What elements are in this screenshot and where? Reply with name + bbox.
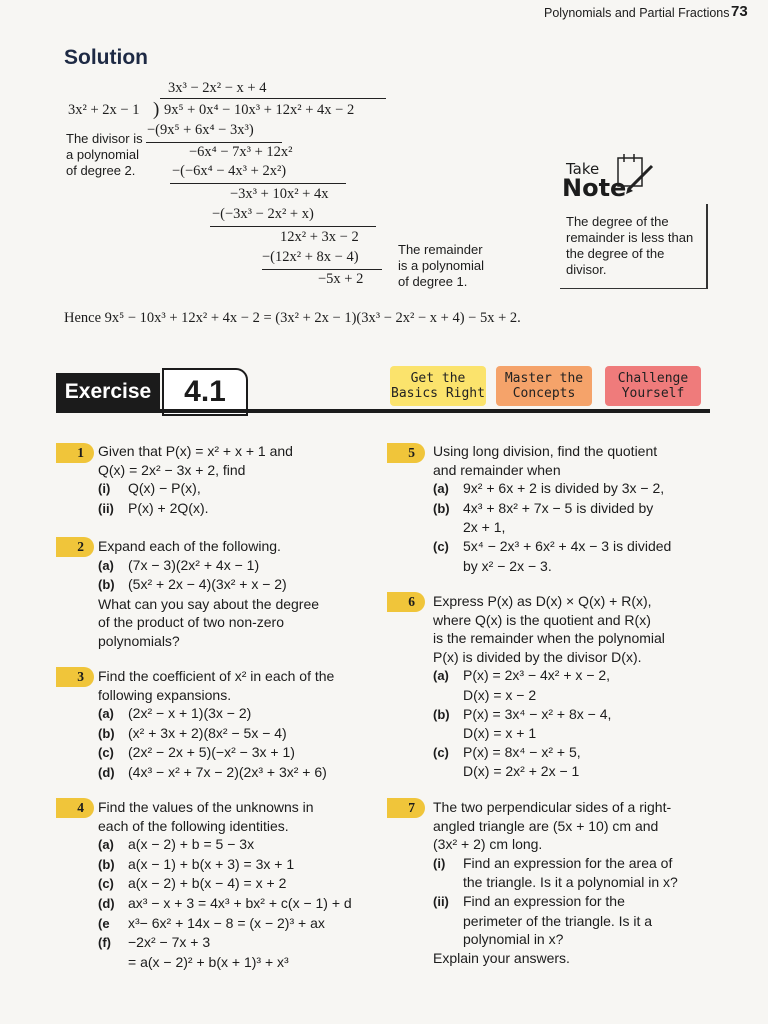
step-rule xyxy=(170,183,346,184)
part-text: P(x) = 8x⁴ − x² + 5, xyxy=(463,743,581,760)
question-text-line: following expansions. xyxy=(98,686,232,703)
question-text-line: polynomials? xyxy=(98,632,180,649)
exercise-number: 4.1 xyxy=(162,368,248,416)
question-part xyxy=(433,537,671,557)
part-label: (a) xyxy=(98,557,114,573)
step-6: 12x² + 3x − 2 xyxy=(280,229,359,245)
question-text-line: is the remainder when the polynomial xyxy=(433,630,665,647)
part-text: 5x⁴ − 2x³ + 6x² + 4x − 3 is divided xyxy=(463,537,672,554)
question-part xyxy=(433,479,671,499)
question-3 xyxy=(98,667,334,783)
exercise-label: Exercise xyxy=(56,373,160,411)
question-part xyxy=(98,499,293,519)
part-text: a(x − 2) + b = 5 − 3x xyxy=(128,836,255,853)
part-text: perimeter of the triangle. Is it a xyxy=(463,912,653,929)
part-label: (b) xyxy=(98,856,115,872)
part-text: a(x − 2) + b(x − 4) = x + 2 xyxy=(128,875,287,892)
level-master: Master the Concepts xyxy=(496,366,592,406)
take-note-take: Take xyxy=(566,160,600,178)
part-label: (ii) xyxy=(98,500,114,516)
question-text-line: and remainder when xyxy=(433,461,561,478)
question-text-line: = a(x − 2)² + b(x + 1)³ + x³ xyxy=(128,953,289,970)
part-text: x³− 6x² + 14x − 8 = (x − 2)³ + ax xyxy=(128,914,325,931)
step-rule xyxy=(146,142,282,143)
question-text-line: of the product of two non-zero xyxy=(98,614,284,631)
question-number-2: 2 xyxy=(56,537,94,557)
question-part xyxy=(433,873,678,892)
division-bracket: ) xyxy=(153,99,160,120)
question-text-line: Express P(x) as D(x) × Q(x) + R(x), xyxy=(433,593,652,609)
part-text: (2x² − 2x + 5)(−x² − 3x + 1) xyxy=(128,744,295,761)
question-part xyxy=(98,894,352,914)
question-part xyxy=(433,743,665,763)
question-text-line: Explain your answers. xyxy=(433,949,570,966)
level-challenge: Challenge Yourself xyxy=(605,366,701,406)
question-text-line: Using long division, find the quotient xyxy=(433,443,658,459)
part-text: (4x³ − x² + 7x − 2)(2x³ + 3x² + 6) xyxy=(128,763,327,780)
part-text: (5x² + 2x − 4)(3x² + x − 2) xyxy=(128,576,287,593)
part-label: (d) xyxy=(98,764,115,780)
question-4 xyxy=(98,798,352,971)
question-text-line: The two perpendicular sides of a right- xyxy=(433,799,672,815)
part-text: Find an expression for the area of xyxy=(463,854,673,871)
question-part xyxy=(98,479,293,499)
question-part xyxy=(433,724,665,743)
solution-title: Solution xyxy=(64,46,148,69)
part-text: D(x) = 2x² + 2x − 1 xyxy=(463,763,580,780)
question-part xyxy=(98,874,352,894)
question-part xyxy=(433,912,678,931)
question-part xyxy=(433,854,678,874)
part-text: P(x) = 3x⁴ − x² + 8x − 4, xyxy=(463,705,612,722)
question-text-line: Q(x) = 2x² − 3x + 2, find xyxy=(98,461,246,478)
part-text: −2x² − 7x + 3 xyxy=(128,934,211,951)
question-text-line: P(x) is divided by the divisor D(x). xyxy=(433,648,642,665)
question-text-line: Find the coefficient of x² in each of the xyxy=(98,668,335,684)
question-number-5: 5 xyxy=(387,443,425,463)
question-1 xyxy=(98,442,293,518)
question-number-6: 6 xyxy=(387,592,425,612)
remainder-note: The remainder is a polynomial of degree 1. xyxy=(398,242,484,289)
question-part xyxy=(98,556,319,576)
part-text: D(x) = x − 2 xyxy=(463,686,537,703)
question-7 xyxy=(433,798,678,967)
part-text: polynomial in x? xyxy=(463,931,564,948)
step-1: −(9x⁵ + 6x⁴ − 3x³) xyxy=(147,122,254,138)
part-label: (i) xyxy=(433,855,446,871)
part-text: P(x) = 2x³ − 4x² + x − 2, xyxy=(463,667,611,684)
question-number-3: 3 xyxy=(56,667,94,687)
page-number: 73 xyxy=(731,3,748,20)
question-text-line: Expand each of the following. xyxy=(98,538,281,554)
part-label: (b) xyxy=(433,706,450,722)
part-text: Find an expression for the xyxy=(463,892,625,909)
part-label: (a) xyxy=(98,837,114,853)
part-label: (a) xyxy=(433,668,449,684)
question-part xyxy=(433,762,665,781)
step-3: −(−6x⁴ − 4x³ + 2x²) xyxy=(172,163,287,179)
part-text: P(x) + 2Q(x). xyxy=(128,499,209,516)
part-label: (e xyxy=(98,915,110,931)
question-part xyxy=(433,499,671,519)
part-label: (i) xyxy=(98,481,111,497)
part-label: (c) xyxy=(98,876,114,892)
question-text-line: Given that P(x) = x² + x + 1 and xyxy=(98,443,293,459)
question-part xyxy=(433,930,678,949)
part-text: D(x) = x + 1 xyxy=(463,725,537,742)
question-part xyxy=(433,686,665,705)
part-text: ax³ − x + 3 = 4x³ + bx² + c(x − 1) + d xyxy=(128,894,352,911)
question-text-line: (3x² + 2) cm long. xyxy=(433,836,543,853)
part-label: (c) xyxy=(433,744,449,760)
question-part xyxy=(98,724,334,744)
part-text: a(x − 1) + b(x + 3) = 3x + 1 xyxy=(128,855,295,872)
question-text-line: each of the following identities. xyxy=(98,817,289,834)
part-text: (7x − 3)(2x² + 4x − 1) xyxy=(128,556,260,573)
part-label: (f) xyxy=(98,935,111,951)
part-text: 2x + 1, xyxy=(463,519,506,536)
take-note-text: The degree of the remainder is less than the degree of the divisor. xyxy=(566,214,694,277)
part-text: (2x² − x + 1)(3x − 2) xyxy=(128,705,252,722)
question-part xyxy=(433,666,665,686)
question-text-line: angled triangle are (5x + 10) cm and xyxy=(433,817,659,834)
exercise-rule xyxy=(56,409,710,413)
part-label: (ii) xyxy=(433,893,449,909)
part-label: (c) xyxy=(433,538,449,554)
question-part xyxy=(98,743,334,763)
running-head: Polynomials and Partial Fractions xyxy=(544,6,730,20)
question-number-7: 7 xyxy=(387,798,425,818)
level-basics: Get the Basics Right xyxy=(390,366,486,406)
part-text: the triangle. Is it a polynomial in x? xyxy=(463,874,678,891)
question-part xyxy=(433,557,671,576)
step-4: −3x³ + 10x² + 4x xyxy=(230,186,329,202)
question-part xyxy=(98,835,352,855)
part-text: by x² − 2x − 3. xyxy=(463,557,552,574)
dividend: 9x⁵ + 0x⁴ − 10x³ + 12x² + 4x − 2 xyxy=(164,102,355,118)
part-text: (x² + 3x + 2)(8x² − 5x − 4) xyxy=(128,724,287,741)
question-number-1: 1 xyxy=(56,443,94,463)
question-number-4: 4 xyxy=(56,798,94,818)
part-text: 4x³ + 8x² + 7x − 5 is divided by xyxy=(463,499,654,516)
quotient: 3x³ − 2x² − x + 4 xyxy=(168,80,267,96)
remainder: −5x + 2 xyxy=(318,271,364,287)
part-text: Q(x) − P(x), xyxy=(128,480,201,497)
question-2 xyxy=(98,537,319,651)
divisor-note: The divisor is a polynomial of degree 2. xyxy=(66,131,143,178)
part-label: (c) xyxy=(98,745,114,761)
step-rule xyxy=(262,269,382,270)
question-part xyxy=(433,705,665,725)
step-7: −(12x² + 8x − 4) xyxy=(262,249,359,265)
part-label: (a) xyxy=(98,706,114,722)
question-text-line: where Q(x) is the quotient and R(x) xyxy=(433,611,651,628)
pencil-notepad-icon xyxy=(614,150,658,198)
take-note-title: Note xyxy=(562,174,627,202)
question-text-line: What can you say about the degree xyxy=(98,595,320,612)
question-6 xyxy=(433,592,665,781)
part-label: (b) xyxy=(98,577,115,593)
part-label: (d) xyxy=(98,895,115,911)
question-part xyxy=(433,892,678,912)
question-part xyxy=(98,763,334,783)
question-5 xyxy=(433,442,671,575)
step-5: −(−3x³ − 2x² + x) xyxy=(212,206,314,222)
question-part xyxy=(98,855,352,875)
part-label: (a) xyxy=(433,481,449,497)
step-2: −6x⁴ − 7x³ + 12x² xyxy=(189,144,293,160)
question-part xyxy=(433,518,671,537)
part-label: (b) xyxy=(98,725,115,741)
divisor: 3x² + 2x − 1 xyxy=(68,102,140,118)
conclusion: Hence 9x⁵ − 10x³ + 12x² + 4x − 2 = (3x² + 2x − 1)(3x³ − 2x² − x + 4) − 5x + 2. xyxy=(64,310,521,326)
question-part xyxy=(98,914,352,934)
question-text-line: Find the values of the unknowns in xyxy=(98,799,314,815)
step-rule xyxy=(210,226,376,227)
question-part xyxy=(98,933,352,953)
question-part xyxy=(98,704,334,724)
question-part xyxy=(98,575,319,595)
part-label: (b) xyxy=(433,500,450,516)
part-text: 9x² + 6x + 2 is divided by 3x − 2, xyxy=(463,480,665,497)
division-bar xyxy=(160,98,386,99)
